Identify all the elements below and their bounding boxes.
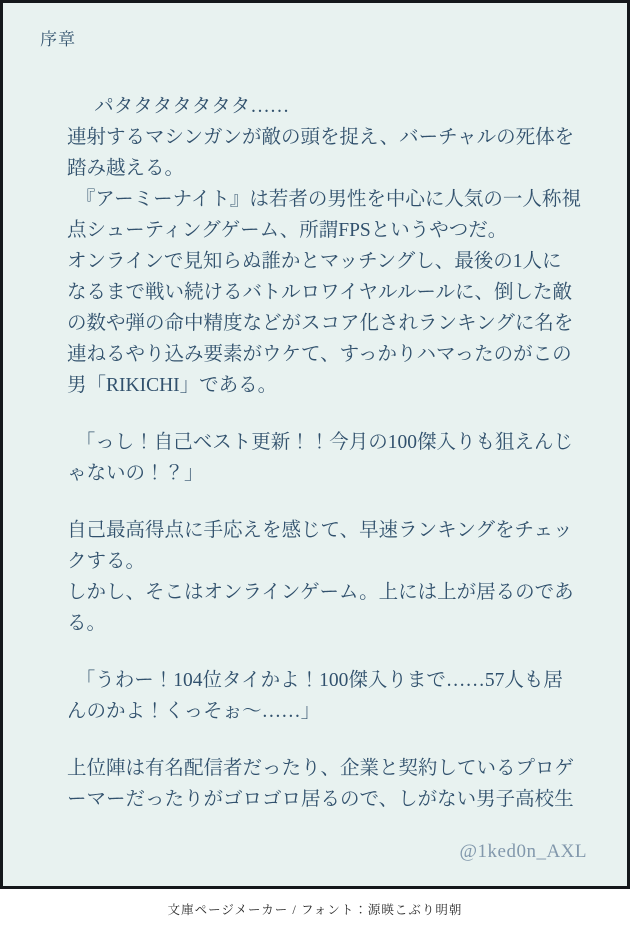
footer-caption: 文庫ページメーカー / フォント：源暎こぶり明朝 <box>0 889 630 928</box>
text-line: パタタタタタタタ…… <box>94 96 290 117</box>
text-line: 男「RIKICHI」である。 <box>67 375 278 396</box>
blank-line <box>67 489 587 515</box>
text-line: クする。 <box>67 551 146 572</box>
paragraph <box>67 122 587 184</box>
paragraph <box>67 577 587 639</box>
story-text <box>67 91 587 815</box>
paragraph <box>67 246 587 401</box>
text-line: なるまで戦い続けるバトルロワイヤルルールに、倒した敵 <box>67 282 572 303</box>
text-line: 上位陣は有名配信者だったり、企業と契約しているプロゲ <box>67 758 575 779</box>
text-line: しかし、そこはオンラインゲーム。上には上が居るのであ <box>67 582 574 603</box>
text-line: 「うわー！104位タイかよ！100傑入りまで……57人も居 <box>75 670 563 691</box>
text-line: 自己最高得点に手応えを感じて、早速ランキングをチェッ <box>67 520 573 541</box>
paragraph <box>67 91 587 122</box>
text-line: オンラインで見知らぬ誰かとマッチングし、最後の1人に <box>67 251 562 272</box>
paragraph <box>67 515 587 577</box>
text-line: 『アーミーナイト』は若者の男性を中心に人気の一人称視 <box>75 189 581 210</box>
text-line: 連射するマシンガンが敵の頭を捉え、バーチャルの死体を <box>67 127 575 148</box>
text-line: ーマーだったりがゴロゴロ居るので、しがない男子高校生 <box>67 789 574 810</box>
paragraph <box>67 753 587 815</box>
text-line: 「っし！自己ベスト更新！！今月の100傑入りも狙えんじ <box>75 432 574 453</box>
blank-line <box>67 401 587 427</box>
text-line: 点シューティングゲーム、所謂FPSというやつだ。 <box>67 220 508 241</box>
text-line: 連ねるやり込み要素がウケて、すっかりハマったのがこの <box>67 344 572 365</box>
paragraph <box>67 665 587 727</box>
paragraph <box>67 427 587 489</box>
text-line: ゃないの！？」 <box>67 463 204 484</box>
text-line: る。 <box>67 613 107 634</box>
paragraph <box>67 184 587 246</box>
blank-line <box>67 727 587 753</box>
text-line: 踏み越える。 <box>67 158 185 179</box>
blank-line <box>67 639 587 665</box>
text-line: んのかよ！くっそぉ〜……」 <box>67 701 321 722</box>
text-line: の数や弾の命中精度などがスコア化されランキングに名を <box>67 313 574 334</box>
chapter-title: 序章 <box>40 30 76 49</box>
author-handle: @1ked0n_AXL <box>459 841 587 862</box>
